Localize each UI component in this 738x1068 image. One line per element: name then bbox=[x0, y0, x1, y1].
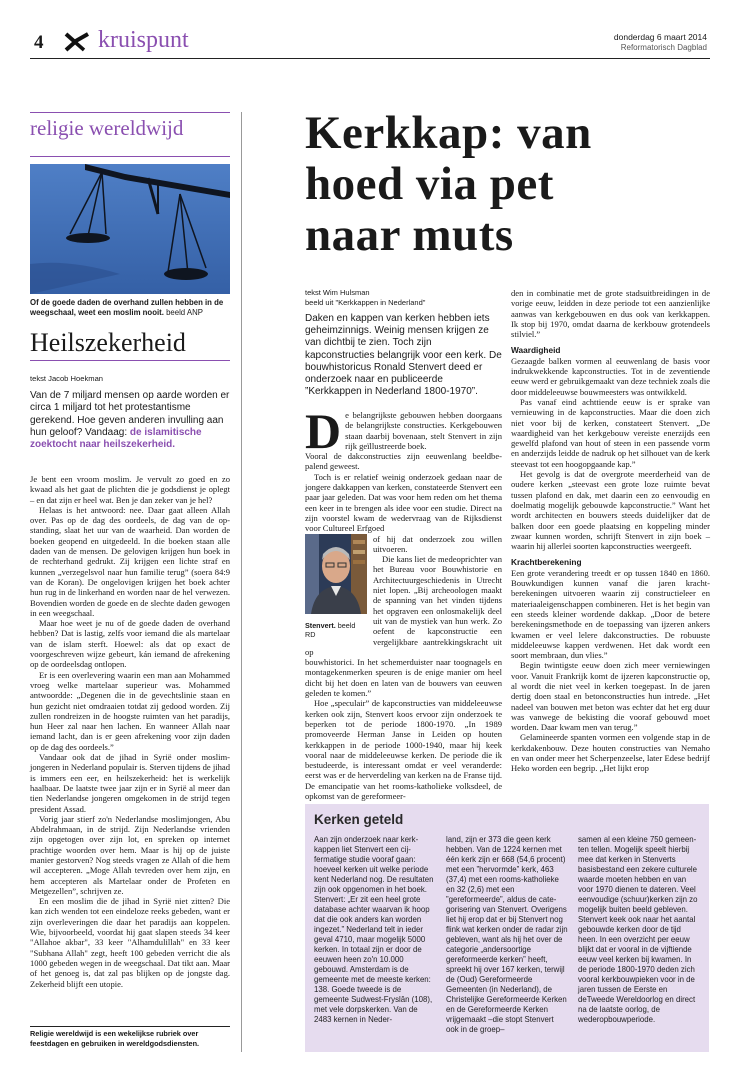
header-rule bbox=[30, 58, 710, 59]
main-intro: Daken en kappen van kerken hebben iets geheimzinnigs. Weinig mensen krijgen ze van dichtbij te zien. Toch zijn kapconstructies belangrijk voor een kerk. De bouwhistoricus Ronald Stenvert deed er onderzoek naar en publiceerde ”Kerkkappen in Nederland 1800-1970”. bbox=[305, 313, 502, 398]
main-byline-image: beeld uit "Kerkkappen in Nederland" bbox=[305, 297, 426, 307]
left-article-title: Heilszekerheid bbox=[30, 328, 186, 357]
main-paragraph: e belangrijkste gebouwen hebben doorgaans de belangrijkste constructies. Kerkgebouwen staan daarbij bovenaan, stelt Stenvert in zijn rijk geïllustreerde boek. bbox=[345, 410, 502, 451]
main-paragraph: Begin twintigste eeuw doen zich meer verniewingen voor. Vanuit Frankrijk komt de ijzeren kapconstructie op, al wordt die niet veel in kerken toegepast. In de jaren dertig doen staal en betonconstructies hun intrede. „Het nadeel van bouwen met beton was echter dat het erg duur was vanwege de bekisting die vooraf gebouwd moet worden. Daar kwam men van terug.” bbox=[511, 660, 710, 733]
left-paragraph: Maar hoe weet je nu of de goede daden de overhand hebben? Dat is lastig, zelfs voor iemand die als martelaar van de islam sterft. Hoewel: als dat op exact de voorgeschreven wijze gebeurt, kán iemand de afrekening op de oordeelsdag ontlopen. bbox=[30, 618, 230, 670]
main-paragraph: Toch is er relatief weinig onderzoek gedaan naar de jongere dakkappen van kerken, constateerde Stenvert een paar jaar geleden. Dat was voor hem reden om het thema een keer in te brengen als idee voor een studie. Direct na zijn voorstel kwam de wedervraag van de Rijksdienst voor Cultureel Erfgoed bbox=[305, 471, 502, 534]
main-paragraph: Het gevolg is dat de overgrote meerderheid van de oudere kerken „steevast een grote loze ruimte bevat tussen plafond en dak, met daarin een zo eenvoudig en doelmatig mogelijk gebouwde kapconstructie.” Want het wordt architecten en bouwers steeds duidelijker dat de balken door een goede plaatsing en koppeling minder zwaar kunnen worden, schrijft Stenvert in zijn boek – waarin hij allerlei soorten kapconstructies weergeeft. bbox=[511, 469, 710, 552]
portrait-block bbox=[305, 534, 367, 639]
subhead-waardigheid: Waardigheid bbox=[511, 345, 561, 356]
left-footer-rule bbox=[30, 1026, 230, 1027]
rubric-rule-bottom bbox=[30, 156, 230, 157]
main-paragraph: Gelamineerde spanten vormen een volgende stap in de kerkdakenbouw. Deze houten constructies van Nemaho en van onder meer het Scherpenzeelse, later Edese bedrijf Heko worden een begrip. „Het lijkt erop bbox=[511, 732, 710, 774]
main-byline bbox=[305, 288, 505, 307]
left-paragraph: Vorig jaar stierf zo'n Nederlandse moslimjongen, Abu Abdelrahmaan, in de strijd. Zijn Nederlandse vrienden zijn opgetogen over zijn lot, en spreken op internet prachtige woorden over hem. Maar is hij op de juiste manier gestorven? Nog steeds vragen ze Allah of die hem wil accepteren. „Moge Allah tevreden over hem zijn, en hem accepteren als Martelaar onder de Profeten en Metgezellen”, schrijven ze. bbox=[30, 813, 230, 896]
left-intro bbox=[30, 390, 230, 451]
main-paragraph: bouwhistorici. In het schemerduister naar toognagels en montagekenmerken speuren is de enige manier om heel dicht bij het doen en laten van de bouwers van eeuwen geleden te komen.” bbox=[305, 657, 502, 699]
box-column: land, zijn er 373 die geen kerk hebben. Van de 1224 kernen met één kerk zijn er 668 (54,6 procent) met een ”hervormde” kerk, 463 (37,4) met een rooms-katholieke en 32 (2,6) met een ”gereformeerde”, aldus de categorisering van Stenvert. Overigens liet hij erop dat er bij Stenvert nog flink wat kerken onder de radar zijn gebleven, want als hij het over de categorie „andersoortige gereformeerde kerken” heeft, spreekt hij over 167 kerken, terwijl de (Oud) Gereformeerde Gemeenten (in Nederland), de Christelijke Gereformeerde Kerken en de Gereformeerde Kerken vrijgemaakt –die stopt Stenvert ook in de groep– bbox=[446, 835, 568, 1034]
main-paragraph: Pas vanaf eind achttiende eeuw is er sprake van vernieuwing in de kapconstructies. Maar die doen zich niet voor bij de kerken, constateert Stenvert. „De waardigheid van het kerkgebouw vereiste enerzijds een gewelfd plafond van hout of steen in een passende vorm en anderzijds leidde de nadruk op het silhouet van de kerk steevast tot een hoogopgaande kap.” bbox=[511, 396, 710, 469]
left-intro-highlight: de islamitische zoektocht naar heilszekerheid. bbox=[30, 426, 202, 451]
headline-line: naar muts bbox=[305, 209, 514, 261]
left-paragraph: En een moslim die de jihad in Syrië niet zitten? Die kan zich wenden tot een eindeloze reeks gebeden, want er zijn overleveringen die daar het paradijs aan koppelen. Wie, bijvoorbeeld, voordat hij gaat slapen steeds 34 keer "Allahoe akbar", 33 keer "Alhamdulillah" en 33 keer "Subhana Allah" zegt, heeft 100 gebeden verricht die als 1000 gebeden wegen in de weegschaal. Dat tikt aan. Maar of het genoeg is, dat zal pas blijken op de jongste dag. Zekerheid blijft een utopie. bbox=[30, 896, 230, 989]
main-paragraph: Hoe „speculair” de kapconstructies van middeleeuwse kerken ook zijn, Stenvert koos ervoor zijn onderzoek te beperken tot de periode 1800-1970. „In 1989 promoveerde Herman Janse in Leiden op houten kerkkappen in de periode 1000-1940, maar hij keek vooral naar de middeleeuwse kerken. De periode die ik bestudeerde, is interessant omdat er veel veranderde: eerst was er de herverdeling van kerken na de Franse tijd. De emancipatie van het rooms-katholieke volksdeel, de opkomst van de gereformeer- bbox=[305, 698, 502, 801]
main-paragraph: Gezaagde balken vormen al eeuwenlang de basis voor indrukwekkende kapconstructies. Tot in de zeventiende eeuw werd er gebruikgemaakt van deze techniek zoals die door middeleeuwse bouwmeesters was ontwikkeld. bbox=[511, 355, 710, 397]
left-body bbox=[30, 474, 230, 989]
main-paragraph: den in combinatie met de grote stadsuitbreidingen in de vorige eeuw, leidden in deze periode tot een aanzienlijke aanwas van kerkgebouwen en dus ook van kerkkappen. Ik stop bij 1970, omdat daarna de kerkbouw grotendeels stilviel.” bbox=[511, 288, 710, 340]
main-paragraph: of hij dat onderzoek zou willen uitvoeren. bbox=[373, 533, 502, 554]
main-byline-text: tekst Wim Hulsman bbox=[305, 288, 370, 297]
photo-credit: beeld ANP bbox=[166, 308, 203, 317]
column-separator bbox=[241, 112, 242, 1052]
left-paragraph: Je bent een vroom moslim. Je vervult zo goed en zo kwaad als het gaat de plichten die je godsdienst je oplegt – en dat zijn er heel wat. Ben je dan zeker van je hel? bbox=[30, 474, 230, 505]
main-paragraph: Vooral de dakconstructies zijn eeuwenlang beeldbepalend geweest. bbox=[305, 451, 502, 472]
subhead-krachtberekening: Krachtberekening bbox=[511, 557, 582, 568]
left-paragraph: Helaas is het antwoord: nee. Daar gaat alleen Allah over. Pas op de dag des oordeels, de dag van de opstanding, slaat het uur van de waarheid. Dan worden de boeken geopend en uitgedeeld. In die boeken staan alle daden van de mensen. De gelovigen krijgen hun boek in de rechterhand gedrukt. Zij krijgen een lichte straf en kunnen „verzegelsvol naar hun familie terug” (soera 84:9 van de Koran). De ongelovigen krijgen het boek achter hun rug in de linkerhand en worden naar de hel verwezen. Bovendien worden de goede en de slechte daden gewogen in een weegschaal. bbox=[30, 504, 230, 618]
box-title: Kerken geteld bbox=[314, 812, 404, 827]
left-intro-text: Van de 7 miljard mensen op aarde worden er circa 1 miljard tot het protestantisme gerekend. Hoe geven anderen invulling aan hun geloof? Vandaag: bbox=[30, 390, 230, 438]
rubric-title: religie wereldwijd bbox=[30, 116, 184, 140]
photo-caption bbox=[30, 298, 230, 318]
box-column: samen al een kleine 750 gemeenten tellen. Mogelijk speelt hierbij mee dat kerken in Stenverts basisbestand een zekere culturele waarde moeten hebben en van voor 1970 dienen te dateren. Veel eenvoudige (schuur)kerken zijn zo mogelijk buiten beeld gebleven. Stenvert keek ook naar het aantal gebouwde kerken door de tijd heen. In een overzicht per eeuw blijkt dat er vooral in de vijftiende eeuw veel kerken bij kwamen. In de periode 1800-1970 deden zich vooral kerkbouwpieken voor in de jaren tussen de Eerste en deTweede Wereldoorlog en direct na de laatste oorlog, de wederopbouwperiode. bbox=[578, 835, 698, 1024]
portrait-credit: beeld RD bbox=[305, 620, 356, 639]
main-headline bbox=[305, 108, 705, 261]
kruispunt-logo-icon bbox=[64, 32, 90, 52]
main-col-1 bbox=[305, 403, 502, 801]
photo-caption-text: Of de goede daden de overhand zullen hebben in de weegschaal, weet een moslim nooit. bbox=[30, 298, 224, 317]
headline-line: hoed via pet bbox=[305, 158, 554, 210]
main-paragraph: Die kans liet de medeoprichter van het Bureau voor Bouwhistorie en Architectuurgeschiedenis in Utrecht niet lopen. „Bij archeoologen maakt de spanning van het vinden tijdens het opgraven een onlosmakelijk deel uit van de mystiek van hun werk. Zo oefent de kapconstructie een vergelijkbare aantrekkingskracht uit op bbox=[305, 554, 502, 657]
page-header bbox=[30, 24, 710, 58]
scales-photo bbox=[30, 164, 230, 294]
header-newspaper: Reformatorisch Dagblad bbox=[620, 43, 707, 52]
left-title-rule bbox=[30, 360, 230, 361]
rubric-rule-top bbox=[30, 112, 230, 113]
portrait-caption bbox=[305, 621, 367, 639]
stenvert-portrait bbox=[305, 534, 367, 614]
main-col-2 bbox=[511, 288, 710, 774]
left-paragraph: Vandaar ook dat de jihad in Syrië onder moslimjongeren in Nederland populair is. Sterven tijdens de jihad is immers een eer, en heilszekerheid: het is werkelijk haalbaar. De laatste twee jaar zijn er in Syrië al meer dan tien Nederlandse jongeren omgekomen in de strijd tegen president Assad. bbox=[30, 752, 230, 814]
left-byline: tekst Jacob Hoekman bbox=[30, 374, 104, 383]
headline-line: Kerkkap: van bbox=[305, 107, 592, 159]
main-paragraph: Een grote verandering treedt er op tussen 1840 en 1860. Bouwkundigen kunnen vanaf die jaren krachtberekeningen uitvoeren waarin zij constructieleer en materiaaleigenschappen combineren. Het is het begin van een steeds kleiner wordende dakkap. „Door de betere berekeningsmethode en de toepassing van ijzeren ankers kwamen er veel lelere dakconstructies. De robuuste middeleeuwse kappen verdwenen. Het dak wordt een soort membraan, dun vlies.” bbox=[511, 567, 710, 661]
section-title: kruispunt bbox=[98, 27, 189, 53]
left-footer-note: Religie wereldwijd is een wekelijkse rubriek over feestdagen en gebruiken in wereldgodsdiensten. bbox=[30, 1029, 200, 1048]
left-paragraph: Er is een overlevering waarin een man aan Mohammed vroeg welke martelaar superieur was. Mohammed antwoordde: „Degenen die in de gevechtslinie staan en hun gezicht niet omdraaien totdat zij gedood worden. Zij zullen rondreizen in de hoogste ruimten van het paradijs, hun Heer zal naar hen lachen. En wanneer Allah naar iemand lacht, dan is er geen afrekening voor zijn daden op de dag des oordeels.” bbox=[30, 669, 230, 752]
kerken-geteld-box bbox=[305, 804, 709, 1052]
page-number: 4 bbox=[34, 32, 44, 53]
box-column: Aan zijn onderzoek naar kerkkappen liet Stenvert een cijfermatige studie vooraf gaan: hoeveel kerken uit welke periode kent Nederland nog. De resultaten zijn ook opgenomen in het boek. Stenvert: „Er zit een heel grote database achter waarvan ik hoop dat die ook anders kan worden ingezet.” Nederland telt in ieder geval 4710, maar mogelijk 5000 kerken. In totaal zijn er door de eeuwen heen zo'n 10.000 gebouwd. Amsterdam is de gemeente met de meeste kerken: 138. Goede tweede is de gemeente Sudwest-Fryslân (108), met vele dorpskerken. Van de 2483 kernen in Neder- bbox=[314, 835, 434, 1024]
portrait-name: Stenvert. bbox=[305, 620, 336, 630]
header-date: donderdag 6 maart 2014 bbox=[613, 32, 707, 42]
drop-cap: D bbox=[305, 403, 342, 459]
